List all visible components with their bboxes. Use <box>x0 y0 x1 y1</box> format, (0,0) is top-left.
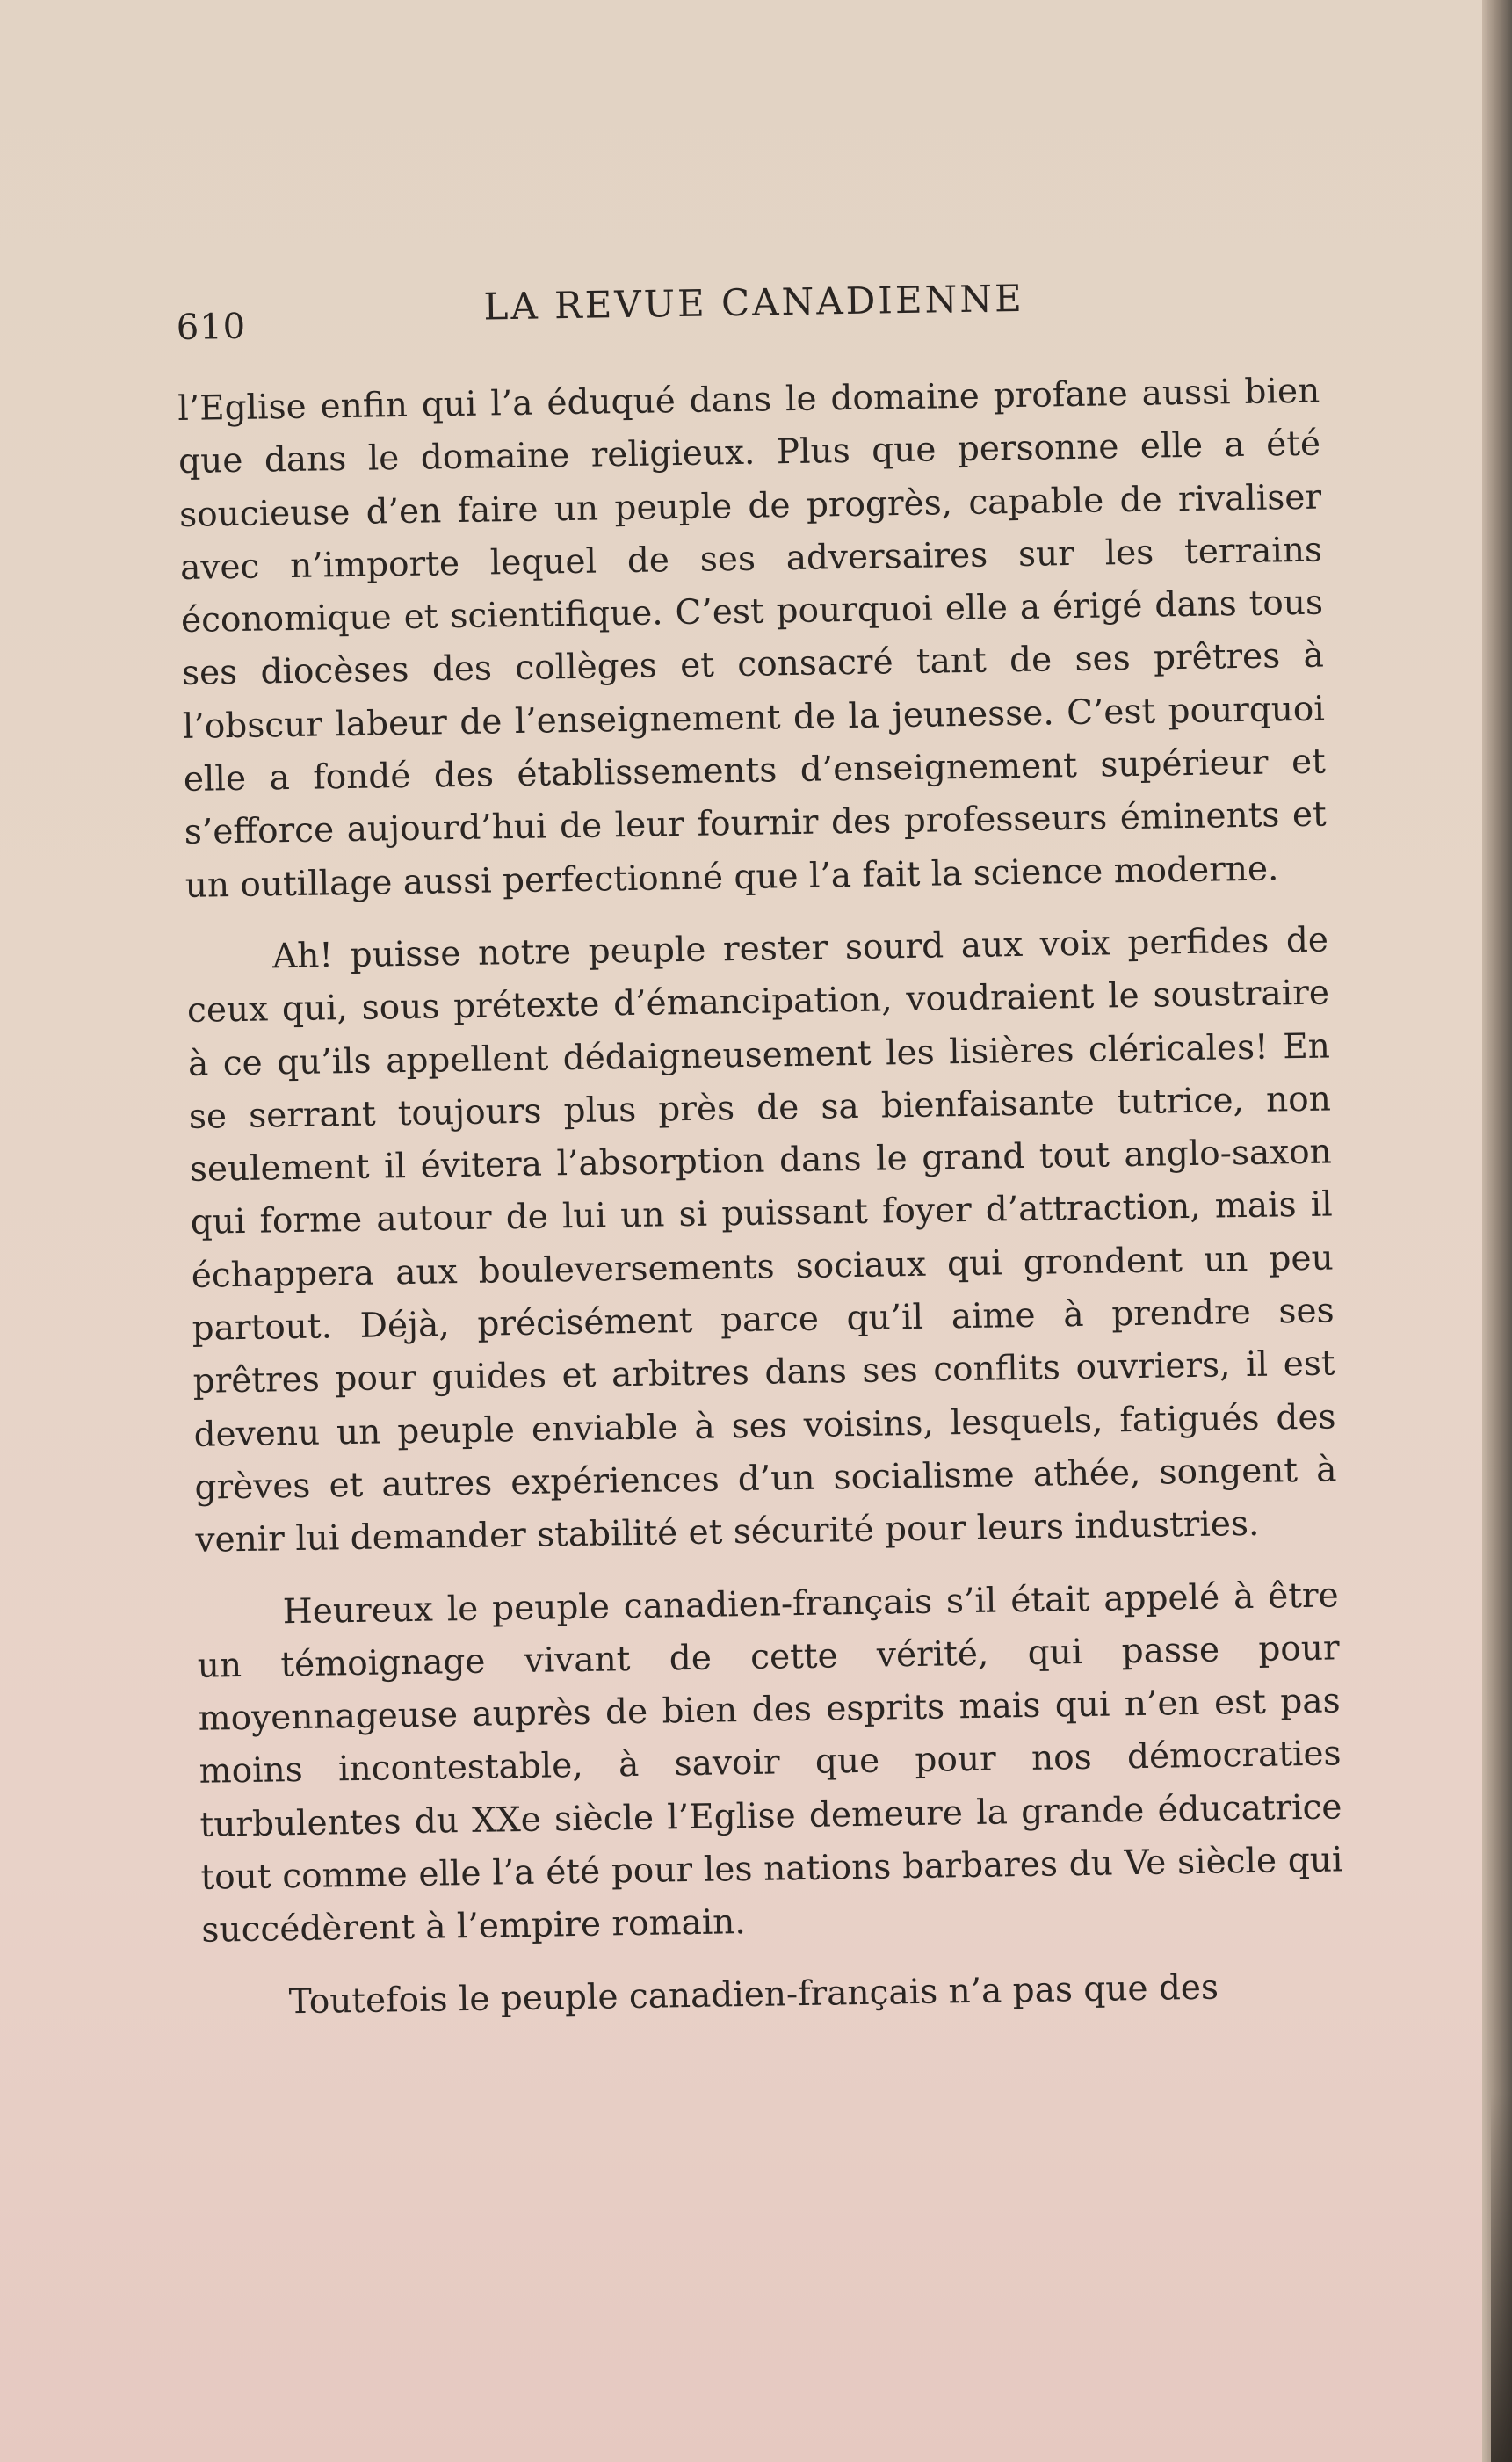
paragraph-heureux: Heureux le peuple canadien-français s’il était appelé à être un témoignage vivant de cette vérité, qui passe pour moyennageuse auprès de bien des esprits mais qui n’en est pas moins incontestable, à savoir que pour nos démocraties turbulentes du XXe siècle l’Eglise demeure la grande éducatrice tout comme elle l’a été pour les nations barbares du Ve siècle qui succédèrent à l’empire romain. <box>197 1575 1343 1951</box>
paragraph-ah-puisse: Ah! puisse notre peuple rester sourd aux voix perfides de ceux qui, sous prétexte d’émancipation, voudraient le soustraire à ce qu’ils appellent dédaigneusement les lisières cléricales! En se serrant toujours plus près de sa bienfaisante tutrice, non seulement il évitera l’absorption dans le grand tout anglo-saxon qui forme autour de lui un si puissant foyer d’attraction, mais il échappera aux bouleversements sociaux qui grondent un peu partout. Déjà, précisément parce qu’il aime à prendre ses prêtres pour guides et arbitres dans ses conflits ouvriers, il est devenu un peuple enviable à ses voisins, lesquels, fatigués des grèves et autres expériences d’un socialisme athée, songent à venir lui demander stabilité et sécurité pour leurs industries. <box>186 920 1337 1561</box>
text-block <box>176 264 1345 2031</box>
body-text <box>177 366 1345 2031</box>
journal-title: LA REVUE CANADIENNE <box>483 276 1025 329</box>
page-corner-shadow <box>1491 2093 1512 2462</box>
paragraph-toutefois: Toutefois le peuple canadien-français n’a pas que des <box>288 1967 1219 2022</box>
running-head <box>176 264 1319 351</box>
page-number: 610 <box>176 306 247 348</box>
paragraph-continuation: l’Eglise enfin qui l’a éduqué dans le domaine profane aussi bien que dans le domaine religieux. Plus que personne elle a été soucieuse d’en faire un peuple de progrès, capable de rivaliser avec n’importe lequel de ses adversaires sur les terrains économique et scientifique. C’est pourquoi elle a érigé dans tous ses diocèses des collèges et consacré tant de ses prêtres à l’obscur labeur de l’enseignement de la jeunesse. C’est pourquoi elle a fondé des établissements d’enseignement supérieur et s’efforce aujourd’hui de leur fournir des professeurs éminents et un outillage aussi perfectionné que l’a fait la science moderne. <box>177 371 1328 906</box>
